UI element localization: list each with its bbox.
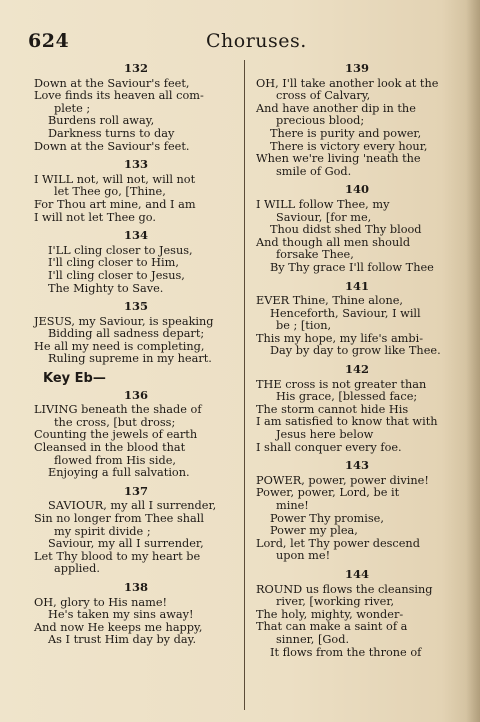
hymn-line: Counting the jewels of earth [34,428,198,442]
hymn-line: I am satisfied to know that with [256,415,438,429]
hymn-block [34,229,238,295]
hymn-line: Saviour, my all I surrender, [48,537,204,551]
hymn-line: And have another dip in the [256,101,416,115]
hymn-line: That can make a saint of a [256,620,408,634]
hymn-line: Cleansed in the blood that [34,441,186,455]
hymn-block [34,389,238,480]
left-column-hymns [34,62,238,366]
hymn-line: Saviour, [for me, [276,210,372,224]
hymn-block [34,485,238,576]
hymn-line: As I trust Him day by day. [48,633,197,647]
hymn-line: precious blood; [276,114,365,128]
right-column-hymns [256,62,458,659]
hymn-line: The storm cannot hide His [256,402,409,416]
hymn-block [34,158,238,224]
hymn-block [34,581,238,647]
hymn-line: plete ; [54,101,91,115]
hymn-number: 141 [344,278,369,293]
hymn-block [256,183,458,274]
hymn-line: sinner, [God. [276,632,350,646]
hymn-line: Day by day to grow like Thee. [270,344,441,358]
hymn-line: It flows from the throne of [270,645,422,659]
hymn-line: The Mighty to Save. [48,281,164,295]
right-column [256,61,458,664]
hymn-line: For Thou art mine, and I am [34,197,196,211]
hymn-line: THE cross is not greater than [256,377,427,391]
hymn-line: Love finds its heaven all com- [34,89,204,103]
hymn-line: forsake Thee, [276,248,354,262]
hymn-number: 142 [344,362,369,377]
hymn-line: Bidding all sadness depart; [48,327,205,341]
hymn-line: And though all men should [256,235,411,249]
column-divider [244,60,245,710]
hymn-line: There is purity and power, [270,126,422,140]
hymn-number: 137 [123,483,148,498]
hymn-line: smile of God. [276,164,352,178]
page-header [28,30,448,54]
hymn-line: POWER, power, power divine! [256,473,429,487]
hymn-line: Henceforth, Saviour, I will [270,306,421,320]
hymn-line: EVER Thine, Thine alone, [256,294,403,308]
hymn-line: Let Thy blood to my heart be [34,549,201,563]
hymn-number: 133 [123,157,148,172]
hymn-number: 143 [344,458,369,473]
hymn-number: 135 [123,299,148,314]
hymn-block [256,568,458,659]
hymn-line: I'll cling closer to Him, [48,256,179,270]
hymn-line: I'll cling closer to Jesus, [48,268,185,282]
hymn-line: Burdens roll away, [48,114,155,128]
hymn-line: The holy, mighty, wonder- [256,607,404,621]
hymn-line: Darkness turns to day [48,126,175,140]
left-column-hymns-after-key [34,389,238,647]
page-number: 624 [28,30,70,52]
hymn-line: mine! [276,499,309,512]
hymn-line: applied. [54,562,100,576]
page-spine-shadow [466,0,480,722]
hymn-line: When we're living 'neath the [256,152,421,166]
hymn-line: cross of Calvary, [276,89,371,103]
hymn-line: Lord, let Thy power descend [256,536,420,550]
hymn-line: Enjoying a full salvation. [48,466,190,480]
running-head-title: Choruses. [206,30,307,52]
hymn-line: JESUS, my Saviour, is speaking [34,314,214,328]
hymn-line: river, [working river, [276,595,395,609]
hymn-line: the cross, [but dross; [54,415,176,429]
hymn-block [256,62,458,178]
hymn-line: There is victory every hour, [270,139,428,153]
hymn-number: 140 [344,182,369,197]
hymn-line: Down at the Saviour's feet. [34,139,190,153]
hymn-line: He all my need is completing, [34,339,205,353]
hymn-number: 134 [123,228,148,243]
hymn-number: 138 [123,579,148,594]
hymn-line: flowed from His side, [54,453,176,467]
hymn-line: Power, power, Lord, be it [256,486,400,500]
hymn-line: SAVIOUR, my all I surrender, [48,499,217,513]
hymn-line: I WILL not, will not, will not [34,172,196,186]
hymn-line: By Thy grace I'll follow Thee [270,260,434,274]
hymn-line: Ruling supreme in my heart. [48,352,212,366]
hymn-line: my spirit divide ; [54,524,151,538]
hymn-line: OH, glory to His name! [34,595,168,609]
hymn-line: Jesus here below [276,428,374,442]
hymn-line: Thou didst shed Thy blood [270,223,422,237]
hymn-line: I shall conquer every foe. [256,440,402,454]
hymn-line: ROUND us flows the cleansing [256,582,433,596]
hymn-line: LIVING beneath the shade of [34,403,202,417]
hymn-line: Power my plea, [270,524,358,538]
hymn-block [34,300,238,366]
hymn-line: He's taken my sins away! [48,608,194,622]
hymn-number: 144 [344,566,369,581]
hymn-line: I'LL cling closer to Jesus, [48,243,193,257]
hymn-line: OH, I'll take another look at the [256,76,439,90]
hymn-line: Sin no longer from Thee shall [34,512,204,525]
key-heading: Key Eb— [43,371,106,387]
hymn-line: This my hope, my life's ambi- [256,331,424,345]
hymn-line: Power Thy promise, [270,511,384,525]
hymn-block [256,459,458,563]
hymn-line: Down at the Saviour's feet, [34,76,190,90]
hymn-block [256,280,458,359]
hymn-line: be ; [tion, [276,319,332,333]
hymn-line: upon me! [276,549,331,563]
left-column [34,61,238,652]
hymn-number: 132 [123,61,148,75]
hymn-number: 139 [344,61,369,75]
hymn-line: And now He keeps me happy, [34,620,203,634]
hymn-line: let Thee go, [Thine, [54,185,166,199]
hymn-line: I WILL follow Thee, my [256,197,390,211]
hymn-block [34,62,238,153]
hymn-line: I will not let Thee go. [34,210,156,224]
hymn-block [256,363,458,454]
hymn-number: 136 [123,387,148,402]
hymn-line: His grace, [blessed face; [276,390,418,404]
